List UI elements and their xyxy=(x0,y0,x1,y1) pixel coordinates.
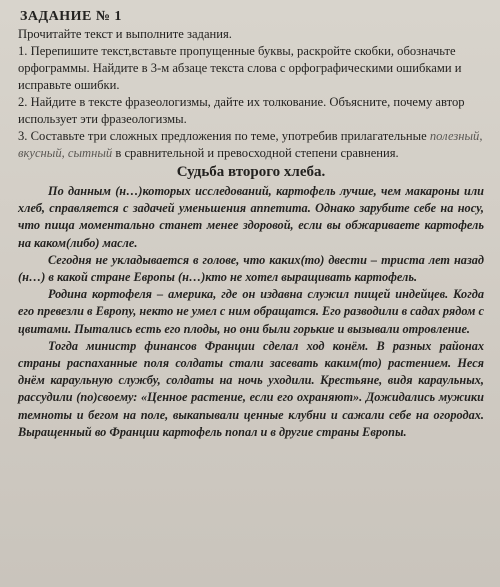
story-text xyxy=(18,183,484,441)
story-paragraph-2: Сегодня не укладывается в голове, что каких(то) двести – триста лет назад (н…) в какой стране Европы (н…)кто не хотел выращивать картофель. xyxy=(18,252,484,285)
task-item-3-start: 3. Составьте три сложных предложения по теме, употребив прилагательные xyxy=(18,129,427,143)
task-title: ЗАДАНИЕ № 1 xyxy=(20,9,122,24)
story-paragraph-3: Родина кортофеля – америка, где он издавна служил пищей индейцев. Когда его превезли в Европу, некто не умел с ним обращатся. Его разводили в садах рядом с цвитами. Пытались есть его плоды, но они были горькие и вызывали отровление. xyxy=(18,287,484,336)
task-item-2: 2. Найдите в тексте фразеологизмы, дайте их толкование. Объясните, почему автор использует эти фразеологизмы. xyxy=(18,95,465,126)
story-paragraph-1: По данным (н…)которых исследований, картофель лучше, чем макароны или хлеб, справляется с задачей уменьшения аппетита. Однако зарубите себе на носу, что пища моментально станет менее здоровой, если вы обжариваете картофель на каком(либо) масле. xyxy=(18,184,484,250)
task-item-3 xyxy=(18,128,484,162)
task-item-3-end: в сравнительной и превосходной степени сравнения. xyxy=(115,146,399,160)
task-intro: Прочитайте текст и выполните задания. xyxy=(18,27,232,41)
task-item-1: 1. Перепишите текст,вставьте пропущенные буквы, раскройте скобки, обозначьте орфограммы. Найдите в 3-м абзаце текста слова с орфографическими ошибками и исправьте ошибки. xyxy=(18,44,462,92)
story-paragraph-4: Тогда министр финансов Франции сделал ход конём. В разных районах страны распаханные поля солдаты стали засевать каким(то) растением. Неся днём караульную службу, солдаты на ночь уходили. Крестьяне, видя караульных, рассудили (по)своему: «Ценное растение, если его охраняют». Дожидались мужики темноты и бегом на поле, выкапывали ценные клубни и сажали себе на огородах. Выращенный во Франции картофель попал и в другие страны Европы. xyxy=(18,338,484,439)
task-item-3-adjectives: полезный, вкусный, сытный xyxy=(18,129,483,160)
story-title: Судьба второго хлеба. xyxy=(176,164,326,180)
